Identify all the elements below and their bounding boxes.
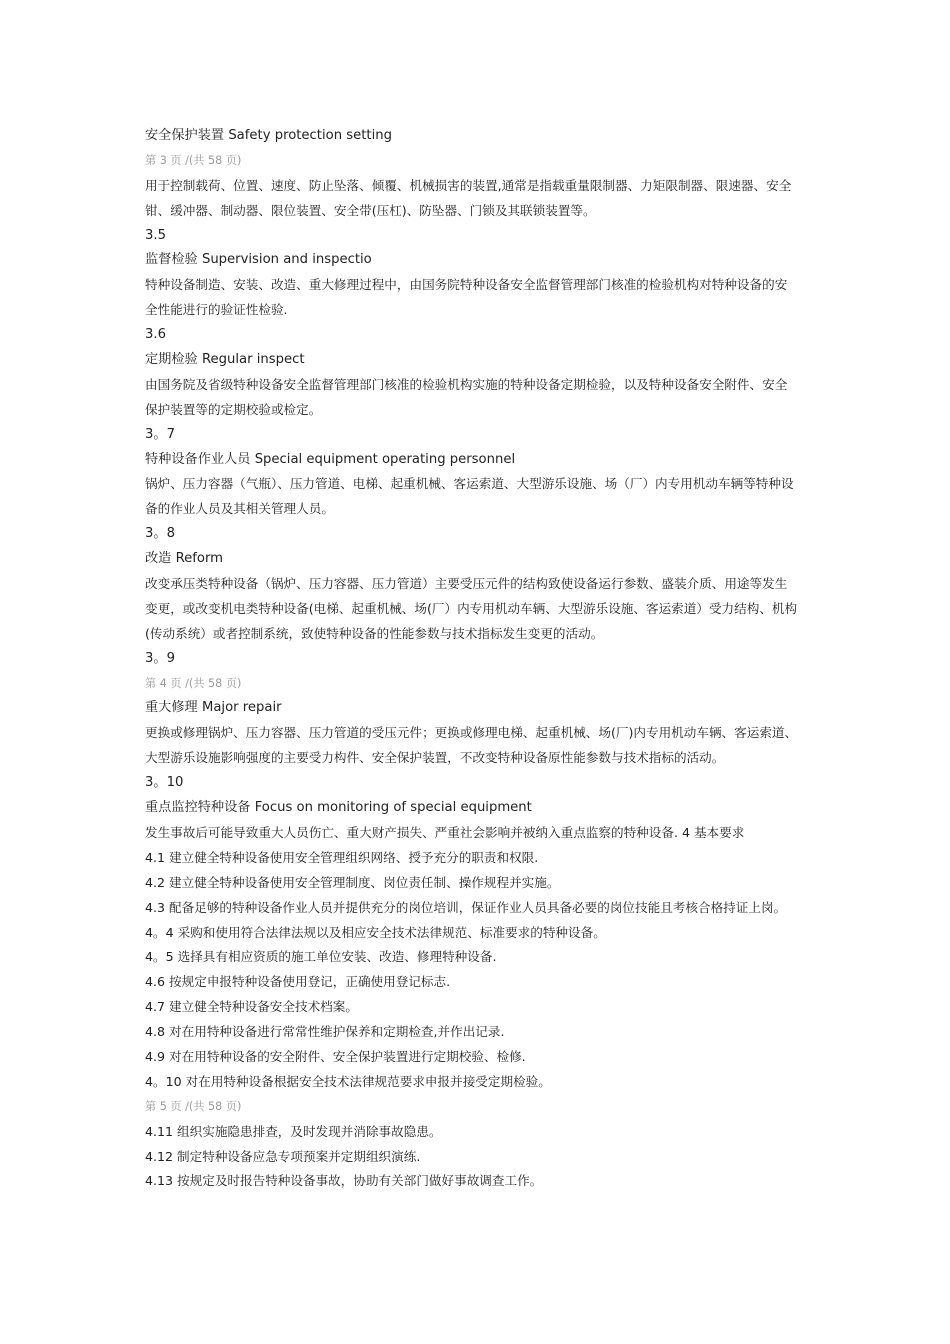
requirement-item: 4.6 按规定申报特种设备使用登记，正确使用登记标志. — [145, 974, 451, 990]
page-marker: 第 4 页 /(共 58 页) — [145, 676, 242, 690]
page-marker: 第 5 页 /(共 58 页) — [145, 1099, 242, 1113]
section-number: 3。10 — [145, 775, 184, 791]
requirement-item: 4.2 建立健全特种设备使用安全管理制度、岗位责任制、操作规程并实施。 — [145, 874, 560, 890]
term-heading: 重点监控特种设备 Focus on monitoring of special equipment — [145, 800, 532, 816]
requirement-item: 4.1 建立健全特种设备使用安全管理组织网络、授予充分的职责和权限. — [145, 849, 539, 865]
requirement-item: 4.12 制定特种设备应急专项预案并定期组织演练. — [145, 1148, 421, 1164]
section-number: 3。7 — [145, 426, 175, 442]
requirement-item: 4.8 对在用特种设备进行常常性维护保养和定期检查,并作出记录. — [145, 1024, 505, 1040]
document-body — [145, 124, 810, 1194]
term-heading: 重大修理 Major repair — [145, 700, 282, 716]
paragraph-line: 特种设备制造、安装、改造、重大修理过程中，由国务院特种设备安全监督管理部门核准的检验机构对特种设备的安 — [145, 277, 788, 293]
requirement-item: 4.9 对在用特种设备的安全附件、安全保护装置进行定期校验、检修. — [145, 1048, 526, 1064]
term-heading: 监督检验 Supervision and inspectio — [145, 252, 372, 268]
requirement-item: 4.3 配备足够的特种设备作业人员并提供充分的岗位培训，保证作业人员具备必要的岗位技能且考核合格持证上岗。 — [145, 899, 787, 915]
term-heading: 特种设备作业人员 Special equipment operating personnel — [145, 451, 516, 467]
requirement-item: 4。5 选择具有相应资质的施工单位安装、改造、修理特种设备. — [145, 949, 497, 965]
paragraph-line: 钳、缓冲器、制动器、限位装置、安全带(压杠)、防坠器、门锁及其联锁装置等。 — [145, 202, 596, 218]
requirement-item: 4.13 按规定及时报告特种设备事故，协助有关部门做好事故调查工作。 — [145, 1173, 543, 1189]
paragraph-line: 锅炉、压力容器（气瓶）、压力管道、电梯、起重机械、客运索道、大型游乐设施、场（厂）内专用机动车辆等特种设 — [145, 476, 794, 492]
paragraph-line: 由国务院及省级特种设备安全监督管理部门核准的检验机构实施的特种设备定期检验，以及特种设备安全附件、安全 — [145, 376, 788, 392]
requirement-item: 4.11 组织实施隐患排查，及时发现并消除事故隐患。 — [145, 1123, 442, 1139]
paragraph-line: 发生事故后可能导致重大人员伤亡、重大财产损失、严重社会影响并被纳入重点监察的特种设备. 4 基本要求 — [145, 824, 745, 840]
term-heading: 安全保护装置 Safety protection setting — [145, 128, 392, 143]
requirement-item: 4。4 采购和使用符合法律法规以及相应安全技术法律规范、标准要求的特种设备。 — [145, 924, 606, 940]
section-number: 3.6 — [145, 327, 166, 343]
section-number: 3。9 — [145, 650, 175, 666]
term-heading: 改造 Reform — [145, 551, 223, 567]
paragraph-line: 全性能进行的验证性检验. — [145, 302, 288, 318]
paragraph-line: 备的作业人员及其相关管理人员。 — [145, 501, 334, 517]
paragraph-line: 用于控制载荷、位置、速度、防止坠落、倾覆、机械损害的装置,通常是指载重量限制器、力矩限制器、限速器、安全 — [145, 177, 792, 193]
paragraph-line: 变更，或改变机电类特种设备(电梯、起重机械、场(厂）内专用机动车辆、大型游乐设施、客运索道）受力结构、机构 — [145, 600, 798, 616]
requirement-item: 4。10 对在用特种设备根据安全技术法律规范要求申报并接受定期检验。 — [145, 1073, 551, 1089]
paragraph-line: 改变承压类特种设备（锅炉、压力容器、压力管道）主要受压元件的结构致使设备运行参数、盛装介质、用途等发生 — [145, 576, 788, 592]
paragraph-line: 更换或修理锅炉、压力容器、压力管道的受压元件；更换或修理电梯、起重机械、场(厂)内专用机动车辆、客运索道、 — [145, 725, 798, 741]
paragraph-line: (传动系统）或者控制系统，致使特种设备的性能参数与技术指标发生变更的活动。 — [145, 625, 604, 641]
paragraph-line: 大型游乐设施影响强度的主要受力构件、安全保护装置，不改变特种设备原性能参数与技术指标的活动。 — [145, 750, 725, 766]
requirement-item: 4.7 建立健全特种设备安全技术档案。 — [145, 999, 358, 1015]
section-number: 3。8 — [145, 526, 175, 542]
paragraph-line: 保护装置等的定期校验或检定。 — [145, 401, 322, 417]
term-heading: 定期检验 Regular inspect — [145, 352, 305, 368]
section-number: 3.5 — [145, 227, 166, 243]
page-marker: 第 3 页 /(共 58 页) — [145, 153, 242, 167]
